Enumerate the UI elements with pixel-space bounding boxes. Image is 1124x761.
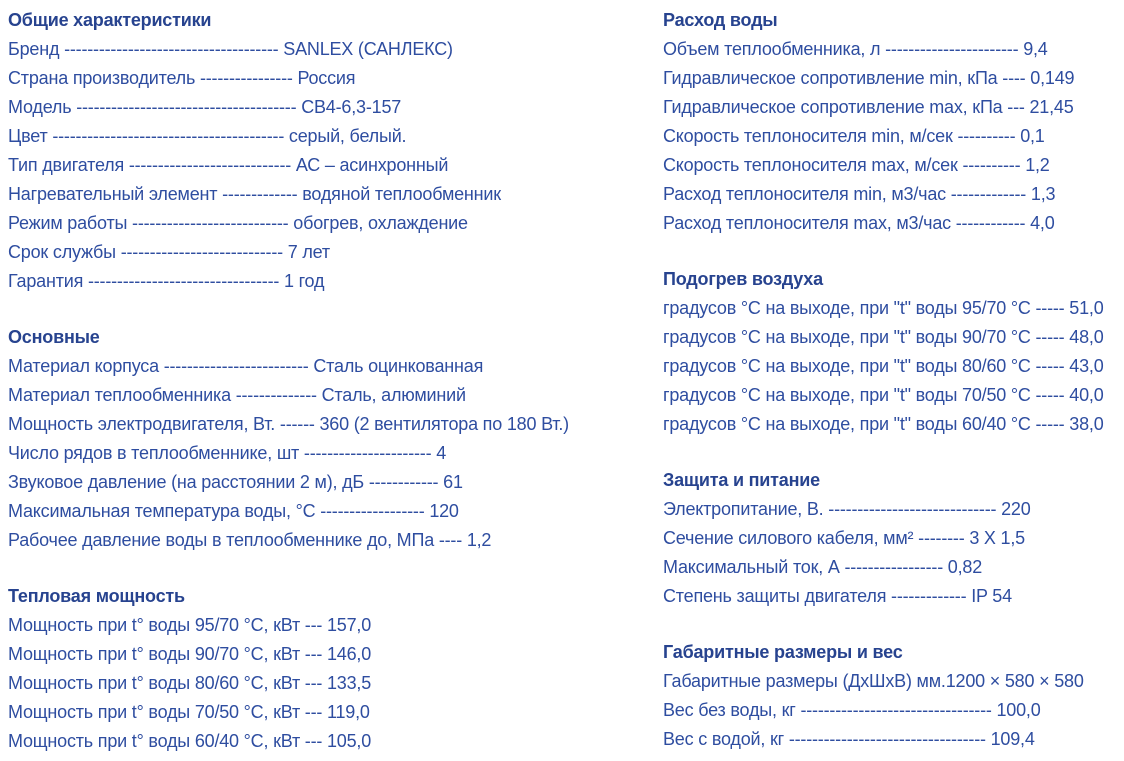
spec-value: 48,0 <box>1069 327 1104 347</box>
spec-value: 7 лет <box>287 242 330 262</box>
dash-leader: ------------------ <box>315 501 430 521</box>
spec-value: СВ4-6,3-157 <box>301 97 402 117</box>
section-title: Подогрев воздуха <box>663 269 823 289</box>
spec-value: 38,0 <box>1069 414 1104 434</box>
dash-leader: ----- <box>1030 298 1070 318</box>
dash-leader: --- <box>300 615 327 635</box>
spec-value: обогрев, охлаждение <box>293 213 468 233</box>
spec-value: 119,0 <box>327 702 370 722</box>
spec-value: 100,0 <box>996 700 1041 720</box>
spec-value: 1,2 <box>466 530 492 550</box>
spec-label: Цвет <box>8 126 48 146</box>
spec-row <box>663 352 1120 381</box>
spec-label: Срок службы <box>8 242 116 262</box>
spec-value: 146,0 <box>327 644 372 664</box>
spec-label: градусов °С на выходе, при "t" воды 80/60 °С <box>663 356 1031 376</box>
spec-row <box>663 209 1120 238</box>
dash-leader: ---------- <box>952 126 1021 146</box>
spec-value: 1 год <box>283 271 325 291</box>
spec-value: 220 <box>1001 499 1031 519</box>
spec-section <box>663 638 1120 754</box>
spec-label: Скорость теплоносителя min, м/сек <box>663 126 953 146</box>
spec-label: Габаритные размеры (ДхШхВ) мм. <box>663 671 946 691</box>
spec-row <box>663 151 1120 180</box>
dash-leader: ---------------------- <box>299 443 437 463</box>
spec-label: Материал корпуса <box>8 356 159 376</box>
section-title: Габаритные размеры и вес <box>663 642 903 662</box>
spec-label: Электропитание, В. <box>663 499 824 519</box>
dash-leader: --- <box>300 673 327 693</box>
spec-value: 51,0 <box>1069 298 1104 318</box>
spec-section <box>8 323 608 555</box>
spec-value: 109,4 <box>990 729 1035 749</box>
dash-leader: ----- <box>1030 385 1070 405</box>
spec-column-right <box>663 6 1120 761</box>
spec-label: Вес без воды, кг <box>663 700 796 720</box>
dash-leader: ------------- <box>945 184 1031 204</box>
spec-value: 4 <box>436 443 446 463</box>
spec-label: Бренд <box>8 39 60 59</box>
dash-leader: ---------------------------- <box>115 242 288 262</box>
spec-label: Гидравлическое сопротивление max, кПа <box>663 97 1003 117</box>
dash-leader: ----------------------------- <box>823 499 1002 519</box>
spec-label: Расход теплоносителя min, м3/час <box>663 184 946 204</box>
spec-row <box>8 526 608 555</box>
spec-row <box>663 410 1120 439</box>
spec-label: Мощность при t° воды 90/70 °С, кВт <box>8 644 300 664</box>
spec-row <box>8 410 608 439</box>
dash-leader: --- <box>300 644 327 664</box>
spec-row <box>663 553 1120 582</box>
spec-row <box>8 151 608 180</box>
dash-leader: ------------- <box>217 184 303 204</box>
spec-value: 43,0 <box>1069 356 1104 376</box>
spec-label: Расход теплоносителя max, м3/час <box>663 213 951 233</box>
spec-value: Сталь, алюминий <box>321 385 466 405</box>
spec-row <box>8 468 608 497</box>
section-title: Защита и питание <box>663 470 820 490</box>
spec-label: Нагревательный элемент <box>8 184 218 204</box>
dash-leader: --------------------------------- <box>795 700 997 720</box>
section-title: Расход воды <box>663 10 778 30</box>
spec-label: Модель <box>8 97 72 117</box>
spec-row <box>8 209 608 238</box>
spec-row <box>8 727 608 756</box>
dash-leader: --- <box>300 702 327 722</box>
spec-label: Рабочее давление воды в теплообменнике до, МПа <box>8 530 435 550</box>
spec-label: Максимальный ток, А <box>663 557 840 577</box>
spec-value: 157,0 <box>327 615 372 635</box>
spec-label: градусов °С на выходе, при "t" воды 90/70 °С <box>663 327 1031 347</box>
spec-label: градусов °С на выходе, при "t" воды 70/50 °С <box>663 385 1031 405</box>
dash-leader: ------------ <box>950 213 1031 233</box>
spec-row <box>8 35 608 64</box>
dash-leader: ---------------------------------- <box>784 729 991 749</box>
spec-label: Мощность при t° воды 95/70 °С, кВт <box>8 615 300 635</box>
spec-label: Тип двигателя <box>8 155 125 175</box>
dash-leader: ------------------------------------- <box>59 39 284 59</box>
spec-value: 0,1 <box>1020 126 1045 146</box>
spec-row <box>663 294 1120 323</box>
dash-leader: ---- <box>434 530 467 550</box>
spec-label: Мощность при t° воды 70/50 °С, кВт <box>8 702 300 722</box>
dash-leader: ---------------------------- <box>124 155 296 175</box>
spec-label: градусов °С на выходе, при "t" воды 60/40 °С <box>663 414 1031 434</box>
spec-value: водяной теплообменник <box>302 184 501 204</box>
spec-label: Сечение силового кабеля, мм² <box>663 528 914 548</box>
spec-section <box>663 6 1120 238</box>
spec-section <box>663 265 1120 439</box>
spec-row <box>663 381 1120 410</box>
spec-label: Мощность при t° воды 60/40 °С, кВт <box>8 731 300 751</box>
spec-value: АС – асинхронный <box>295 155 449 175</box>
spec-value: 120 <box>429 501 459 521</box>
spec-row <box>8 669 608 698</box>
dash-leader: --- <box>300 731 327 751</box>
dash-leader: --------------------------- <box>127 213 294 233</box>
dash-leader: ---------- <box>957 155 1026 175</box>
spec-value: 40,0 <box>1069 385 1104 405</box>
spec-value: Россия <box>297 68 356 88</box>
spec-row <box>663 524 1120 553</box>
spec-row <box>8 267 608 296</box>
spec-label: Режим работы <box>8 213 128 233</box>
spec-row <box>8 180 608 209</box>
dash-leader: ------------------------- <box>158 356 314 376</box>
spec-section <box>8 582 608 756</box>
dash-leader: --- <box>1002 97 1030 117</box>
spec-row <box>663 725 1120 754</box>
spec-value: 360 (2 вентилятора по 180 Вт.) <box>319 414 569 434</box>
section-title: Тепловая мощность <box>8 586 185 606</box>
spec-value: 21,45 <box>1029 97 1074 117</box>
dash-leader: ---------------- <box>195 68 298 88</box>
spec-row <box>8 640 608 669</box>
spec-row <box>663 696 1120 725</box>
spec-row <box>663 323 1120 352</box>
section-title: Основные <box>8 327 100 347</box>
spec-row <box>663 180 1120 209</box>
spec-row <box>8 64 608 93</box>
dash-leader: ----- <box>1030 327 1070 347</box>
spec-row <box>8 93 608 122</box>
spec-label: Число рядов в теплообменнике, шт <box>8 443 300 463</box>
spec-label: Степень защиты двигателя <box>663 586 887 606</box>
spec-value: 1200 × 580 × 580 <box>945 671 1084 691</box>
dash-leader: ----- <box>1030 356 1070 376</box>
spec-row <box>8 352 608 381</box>
dash-leader: ----------------------- <box>880 39 1024 59</box>
spec-value: SANLEX (САНЛЕКС) <box>283 39 453 59</box>
spec-value: 0,149 <box>1030 68 1075 88</box>
spec-label: Вес с водой, кг <box>663 729 785 749</box>
spec-row <box>663 495 1120 524</box>
spec-row <box>8 698 608 727</box>
spec-column-left <box>8 6 608 761</box>
dash-leader: ------------ <box>364 472 444 492</box>
spec-row <box>8 238 608 267</box>
spec-label: градусов °С на выходе, при "t" воды 95/70 °С <box>663 298 1031 318</box>
spec-label: Мощность при t° воды 80/60 °С, кВт <box>8 673 300 693</box>
spec-section <box>663 466 1120 611</box>
spec-label: Гарантия <box>8 271 84 291</box>
spec-row <box>8 122 608 151</box>
dash-leader: ------------- <box>886 586 972 606</box>
spec-value: 0,82 <box>947 557 983 577</box>
dash-leader: -------------------------------------- <box>71 97 302 117</box>
spec-label: Страна производитель <box>8 68 196 88</box>
spec-value: IP 54 <box>971 586 1012 606</box>
spec-label: Объем теплообменника, л <box>663 39 881 59</box>
dash-leader: -------------- <box>230 385 322 405</box>
spec-value: Сталь оцинкованная <box>313 356 484 376</box>
dash-leader: --------------------------------- <box>83 271 284 291</box>
spec-section <box>8 6 608 296</box>
spec-row <box>663 93 1120 122</box>
spec-row <box>663 64 1120 93</box>
dash-leader: ---- <box>997 68 1031 88</box>
spec-label: Гидравлическое сопротивление min, кПа <box>663 68 998 88</box>
spec-value: 3 Х 1,5 <box>969 528 1025 548</box>
spec-row <box>8 497 608 526</box>
spec-label: Скорость теплоносителя max, м/сек <box>663 155 958 175</box>
spec-value: 9,4 <box>1023 39 1048 59</box>
spec-row <box>663 582 1120 611</box>
spec-value: 4,0 <box>1030 213 1055 233</box>
spec-row <box>663 667 1120 696</box>
dash-leader: ---------------------------------------- <box>47 126 289 146</box>
spec-value: серый, белый. <box>288 126 407 146</box>
spec-value: 1,3 <box>1030 184 1056 204</box>
spec-row <box>663 122 1120 151</box>
spec-label: Звуковое давление (на расстоянии 2 м), дБ <box>8 472 365 492</box>
spec-value: 61 <box>443 472 463 492</box>
spec-label: Максимальная температура воды, °С <box>8 501 316 521</box>
section-title: Общие характеристики <box>8 10 212 30</box>
spec-row <box>8 439 608 468</box>
dash-leader: -------- <box>913 528 970 548</box>
spec-row <box>8 381 608 410</box>
spec-label: Мощность электродвигателя, Вт. <box>8 414 276 434</box>
spec-value: 133,5 <box>327 673 372 693</box>
spec-row <box>8 611 608 640</box>
dash-leader: ----------------- <box>839 557 948 577</box>
spec-label: Материал теплообменника <box>8 385 231 405</box>
dash-leader: ------ <box>275 414 320 434</box>
spec-value: 105,0 <box>327 731 372 751</box>
dash-leader: ----- <box>1030 414 1070 434</box>
spec-row <box>663 35 1120 64</box>
spec-value: 1,2 <box>1025 155 1050 175</box>
